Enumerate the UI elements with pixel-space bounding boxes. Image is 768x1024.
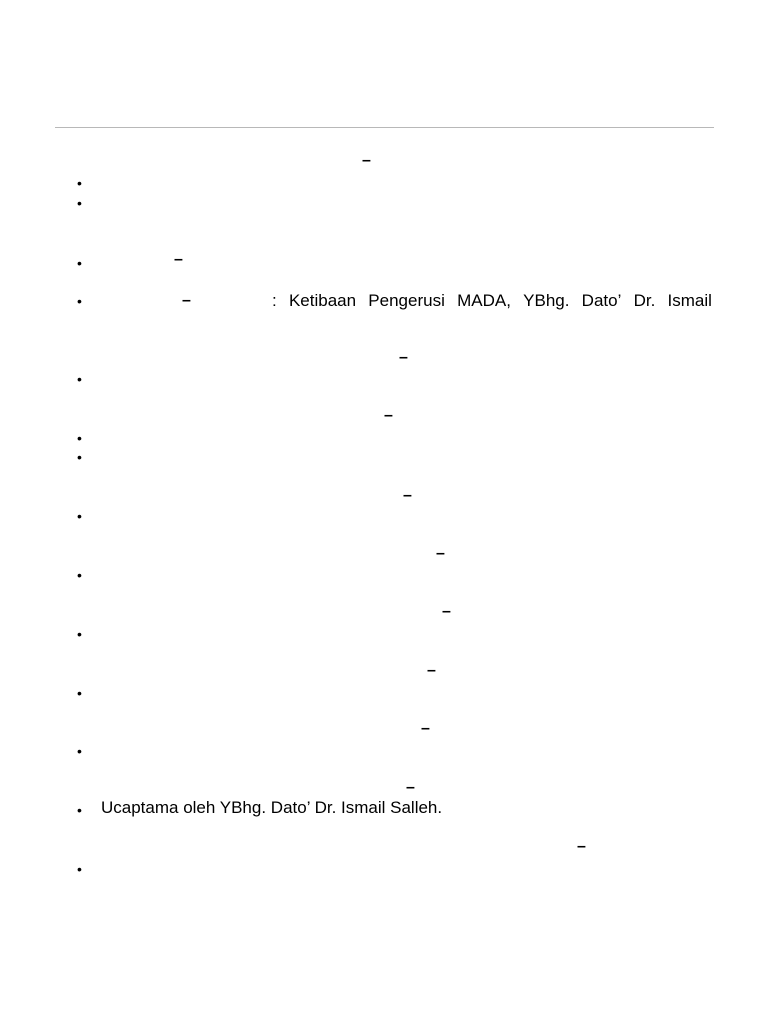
list-bullet: • (77, 508, 82, 524)
dash-separator: – (577, 838, 586, 855)
dash-separator: – (436, 545, 445, 562)
agenda-word: MADA, (457, 291, 511, 310)
list-bullet: • (77, 626, 82, 642)
list-bullet: • (77, 449, 82, 465)
list-bullet: • (77, 802, 82, 818)
list-bullet: • (77, 195, 82, 211)
dash-separator: – (399, 349, 408, 366)
agenda-line-ketibaan (272, 291, 712, 311)
dash-separator: – (406, 779, 415, 796)
list-bullet: • (77, 861, 82, 877)
list-bullet: • (77, 567, 82, 583)
dash-separator: – (384, 407, 393, 424)
dash-separator: – (362, 152, 371, 169)
agenda-word: Pengerusi (368, 291, 445, 310)
dash-separator: – (421, 720, 430, 737)
horizontal-divider (55, 127, 714, 128)
agenda-word: YBhg. (523, 291, 570, 310)
list-bullet: • (77, 743, 82, 759)
list-bullet: • (77, 293, 82, 309)
list-bullet: • (77, 175, 82, 191)
agenda-word: Dr. (633, 291, 656, 310)
list-bullet: • (77, 255, 82, 271)
dash-separator: – (182, 292, 191, 309)
agenda-word: Ketibaan (288, 291, 357, 310)
agenda-word: Dato’ (581, 291, 622, 310)
agenda-word: Ismail (667, 291, 712, 310)
dash-separator: – (403, 487, 412, 504)
list-bullet: • (77, 430, 82, 446)
dash-separator: – (442, 603, 451, 620)
agenda-line-ucaptama: Ucaptama oleh YBhg. Dato’ Dr. Ismail Salleh. (101, 798, 443, 817)
list-bullet: • (77, 371, 82, 387)
list-bullet: • (77, 685, 82, 701)
dash-separator: – (427, 662, 436, 679)
agenda-word: : (272, 291, 277, 310)
dash-separator: – (174, 251, 183, 268)
